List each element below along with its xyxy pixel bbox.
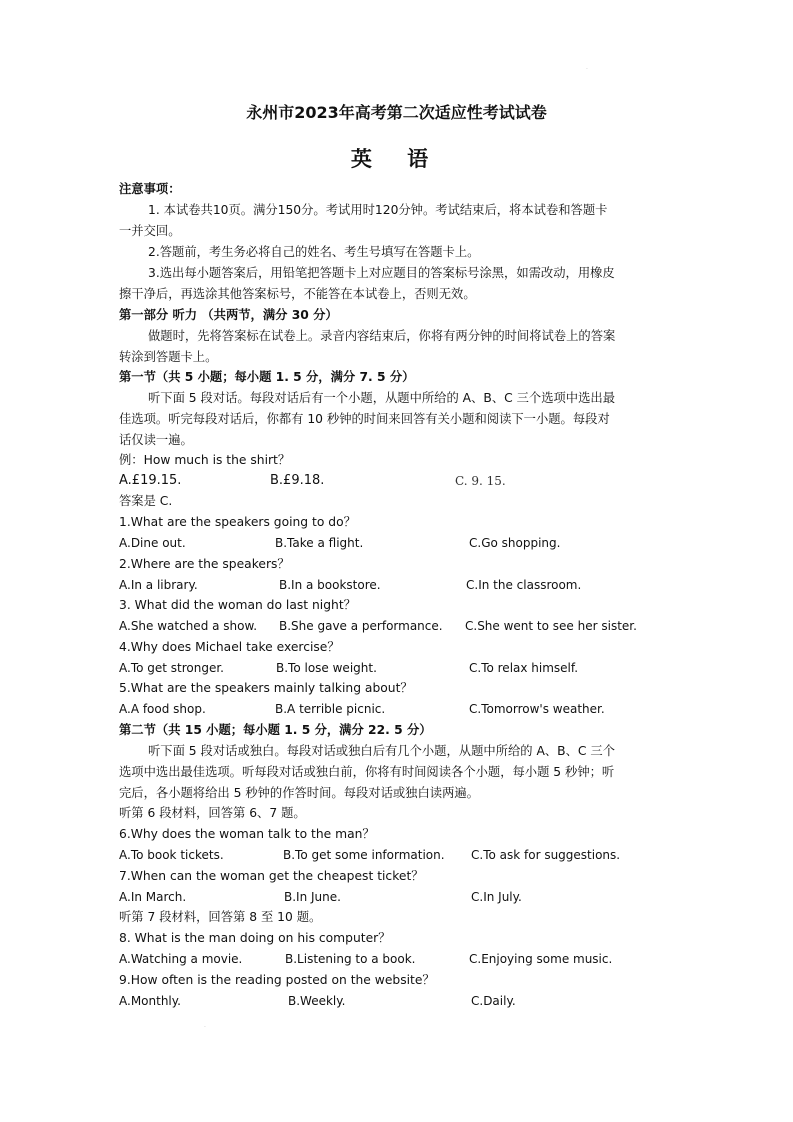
q3-option-c: C.She went to see her sister. — [465, 619, 637, 633]
example-option-a: A.£19.15. — [119, 473, 182, 488]
example-option-b: B.£9.18. — [270, 473, 325, 488]
section1-heading: 第一节（共 5 小题；每小题 1. 5 分，满分 7. 5 分） — [119, 370, 415, 384]
material-7-note: 听第 7 段材料，回答第 8 至 10 题。 — [119, 910, 322, 924]
q3-option-a: A.She watched a show. — [119, 619, 258, 633]
q9-option-b: B.Weekly. — [288, 994, 346, 1008]
q6-option-b: B.To get some information. — [283, 848, 445, 862]
scan-dot-bottom: . — [204, 1022, 206, 1029]
question-6: 6.Why does the woman talk to the man？ — [119, 827, 375, 841]
question-1: 1.What are the speakers going to do？ — [119, 515, 356, 529]
notice-item-3-cont: 擦干净后，再选涂其他答案标号，不能答在本试卷上，否则无效。 — [119, 287, 476, 301]
scan-dot: . — [586, 64, 588, 71]
q5-option-a: A.A food shop. — [119, 702, 206, 716]
q5-option-b: B.A terrible picnic. — [275, 702, 386, 716]
q8-option-c: C.Enjoying some music. — [469, 952, 613, 966]
notice-item-1-cont: 一并交回。 — [119, 224, 181, 238]
q2-option-a: A.In a library. — [119, 578, 198, 592]
question-7: 7.When can the woman get the cheapest ticket？ — [119, 869, 424, 883]
q1-option-a: A.Dine out. — [119, 536, 186, 550]
q6-option-a: A.To book tickets. — [119, 848, 224, 862]
part1-desc: 做题时，先将答案标在试卷上。录音内容结束后，你将有两分钟的时间将试卷上的答案 — [148, 329, 616, 343]
notice-heading: 注意事项： — [119, 182, 181, 196]
notice-item-3: 3.选出每小题答案后，用铅笔把答题卡上对应题目的答案标号涂黑，如需改动，用橡皮 — [148, 266, 615, 280]
part1-desc-cont: 转涂到答题卡上。 — [119, 350, 218, 364]
q9-option-c: C.Daily. — [471, 994, 516, 1008]
section1-desc-cont2: 话仅读一遍。 — [119, 433, 193, 447]
question-3: 3. What did the woman do last night？ — [119, 598, 356, 612]
section2-heading: 第二节（共 15 小题；每小题 1. 5 分，满分 22. 5 分） — [119, 723, 432, 737]
subject-title: 英 语 — [350, 147, 443, 171]
example-answer: 答案是 C. — [119, 494, 173, 508]
q1-option-b: B.Take a flight. — [275, 536, 364, 550]
section2-desc-cont2: 完后，各小题将给出 5 秒钟的作答时间。每段对话或独白读两遍。 — [119, 786, 479, 800]
q9-option-a: A.Monthly. — [119, 994, 181, 1008]
notice-item-2: 2.答题前，考生务必将自己的姓名、考生号填写在答题卡上。 — [148, 245, 480, 259]
material-6-note: 听第 6 段材料，回答第 6、7 题。 — [119, 806, 306, 820]
section1-desc-cont: 佳选项。听完每段对话后，你都有 10 秒钟的时间来回答有关小题和阅读下一小题。每段对 — [119, 412, 610, 426]
example-question: 例：How much is the shirt？ — [119, 453, 291, 467]
section2-desc-cont: 选项中选出最佳选项。听每段对话或独白前，你将有时间阅读各个小题，每小题 5 秒钟；听 — [119, 765, 615, 779]
question-5: 5.What are the speakers mainly talking about？ — [119, 681, 413, 695]
q8-option-a: A.Watching a movie. — [119, 952, 243, 966]
q2-option-c: C.In the classroom. — [466, 578, 582, 592]
q7-option-a: A.In March. — [119, 890, 187, 904]
question-8: 8. What is the man doing on his computer？ — [119, 931, 391, 945]
question-9: 9.How often is the reading posted on the website？ — [119, 973, 435, 987]
q4-option-c: C.To relax himself. — [469, 661, 579, 675]
question-2: 2.Where are the speakers？ — [119, 557, 290, 571]
q1-option-c: C.Go shopping. — [469, 536, 561, 550]
q7-option-c: C.In July. — [471, 890, 522, 904]
q5-option-c: C.Tomorrow's weather. — [469, 702, 605, 716]
part1-heading: 第一部分 听力 （共两节，满分 30 分） — [119, 308, 338, 322]
exam-title: 永州市2023年高考第二次适应性考试试卷 — [246, 103, 547, 122]
q4-option-b: B.To lose weight. — [276, 661, 377, 675]
q7-option-b: B.In June. — [284, 890, 341, 904]
q2-option-b: B.In a bookstore. — [279, 578, 381, 592]
section1-desc: 听下面 5 段对话。每段对话后有一个小题，从题中所给的 A、B、C 三个选项中选出最 — [148, 391, 615, 405]
q8-option-b: B.Listening to a book. — [285, 952, 416, 966]
q3-option-b: B.She gave a performance. — [279, 619, 443, 633]
section2-desc: 听下面 5 段对话或独白。每段对话或独白后有几个小题，从题中所给的 A、B、C 三个 — [148, 744, 615, 758]
notice-item-1: 1. 本试卷共10页。满分150分。考试用时120分钟。考试结束后，将本试卷和答题卡 — [148, 203, 608, 217]
question-4: 4.Why does Michael take exercise？ — [119, 640, 340, 654]
example-option-c: C. 9. 15. — [455, 474, 506, 488]
q6-option-c: C.To ask for suggestions. — [471, 848, 621, 862]
q4-option-a: A.To get stronger. — [119, 661, 224, 675]
